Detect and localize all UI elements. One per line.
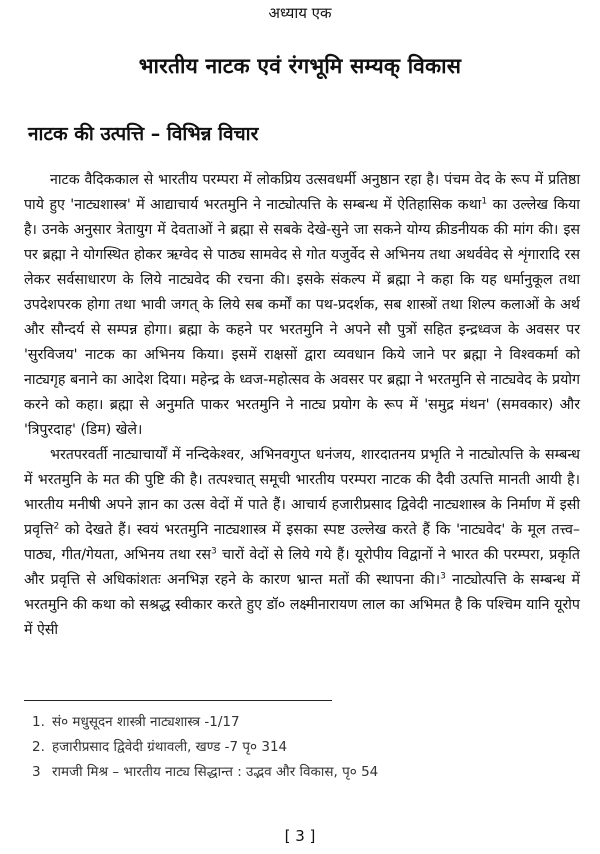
footnotes-list xyxy=(32,710,572,785)
footnote-reference: 2 xyxy=(53,521,60,532)
footnote-reference: 1 xyxy=(481,196,488,207)
paragraph-text: नाट्योत्पत्ति के सम्बन्ध में भरतमुनि की कथा को सश्रद्ध स्वीकार करते हुए डॉ० लक्ष्मीनारायण लाल का अभिमत है कि पश्चिम यानि यूरोप में ऐसी xyxy=(24,572,580,638)
body-text xyxy=(24,168,580,643)
paragraph-2 xyxy=(24,443,580,643)
paragraph-text: चारों वेदों से लिये गये हैं। यूरोपीय विद्वानों ने भारत की परम्परा, प्रकृति और प्रवृत्ति से अधिकांशतः अनभिज्ञ रहने के कारण भ्रान्त मतों की स्थापना की। xyxy=(24,547,580,588)
paragraph-text: का उल्लेख किया है। उनके अनुसार त्रेतायुग में देवताओं ने ब्रह्मा से सबके देखे-सुने जा सकने योग्य क्रीडनीयक की मांग की। इस पर ब्रह्मा ने योगस्थित होकर ऋग्वेद से पाठ्य सामवेद से गोत यजुर्वेद से अभिनय तथा अथर्ववेद से शृंगारादि रस लेकर सर्वसाधारण के लिये नाट्यवेद की रचना की। इसके संकल्प में ब्रह्मा ने कहा कि यह धर्मानुकूल तथा उपदेशपरक होगा तथा भावी जगत् के लिये सब कर्मों का पथ-प्रदर्शक, सब शास्त्रों तथा शिल्प कलाओं के अर्थ और सौन्दर्य से सम्पन्न होगा। ब्रह्मा के कहने पर भरतमुनि ने अपने सौ पुत्रों सहित इन्द्रध्वज के अवसर पर 'सुरविजय' नाटक का अभिनय किया। इसमें राक्षसों द्वारा व्यवधान किये जाने पर ब्रह्मा ने विश्वकर्मा को नाट्यगृह बनाने का आदेश दिया। महेन्द्र के ध्वज-महोत्सव के अवसर पर ब्रह्मा ने भरतमुनि से नाट्यवेद के प्रयोग करने को कहा। ब्रह्मा से अनुमति पाकर भरतमुनि ने नाट्य प्रयोग के रूप में 'समुद्र मंथन' (समवकार) और 'त्रिपुरदाह' (डिम) खेले। xyxy=(24,197,580,438)
footnote-text: रामजी मिश्र – भारतीय नाट्य सिद्धान्त : उद्भव और विकास, पृ० 54 xyxy=(52,764,379,780)
footnote-reference: 3 xyxy=(440,571,446,582)
paragraph-text: नाटक वैदिककाल से भारतीय परम्परा में लोकप्रिय उत्सवधर्मी अनुष्ठान रहा है। पंचम वेद के रूप में प्रतिष्ठा पाये हुए 'नाट्यशास्त्र' में आद्याचार्य भरतमुनि ने नाट्योत्पत्ति के सम्बन्ध में ऐतिहासिक कथा xyxy=(24,172,580,213)
running-head: अध्याय एक xyxy=(268,4,332,22)
footnote-reference: 3 xyxy=(211,546,217,557)
footnote-number: 1. xyxy=(32,714,45,730)
footnote-number: 2. xyxy=(32,739,45,755)
paragraph-text: भरतपरवर्ती नाट्याचार्यों में नन्दिकेश्वर, अभिनवगुप्त धनंजय, शारदातनय प्रभृति ने नाट्योत्पत्ति के सम्बन्ध में भरतमुनि के मत की पुष्टि की है। तत्पश्चात् समूची भारतीय परम्परा नाटक की दैवी उत्पत्ति मानती आयी है। भारतीय मनीषी अपने ज्ञान का उत्स वेदों में पाते हैं। आचार्य हजारीप्रसाद द्विवेदी नाट्यशास्त्र के निर्माण में इसी प्रवृत्ति xyxy=(24,447,580,538)
page-number: [ 3 ] xyxy=(284,827,316,845)
footnote-divider xyxy=(24,700,332,701)
footnote-item xyxy=(32,710,572,734)
paragraph-text: को देखते हैं। स्वयं भरतमुनि नाट्यशास्त्र में इसका स्पष्ट उल्लेख करते हैं कि 'नाट्यवेद' के मूल तत्त्व–पाठ्य, गीत/गेयता, अभिनय तथा रस xyxy=(24,522,580,563)
footnote-number: 3 xyxy=(32,764,41,780)
footnote-item xyxy=(32,760,572,784)
paragraph-1 xyxy=(24,168,580,443)
section-heading: नाटक की उत्पत्ति – विभिन्न विचार xyxy=(28,123,259,145)
footnote-text: सं० मधुसूदन शास्त्री नाट्यशास्त्र -1/17 xyxy=(52,714,240,730)
chapter-title: भारतीय नाटक एवं रंगभूमि सम्यक् विकास xyxy=(138,54,462,78)
footnote-text: हजारीप्रसाद द्विवेदी ग्रंथावली, खण्ड -7 पृ० 314 xyxy=(52,739,288,755)
footnote-item xyxy=(32,735,572,759)
